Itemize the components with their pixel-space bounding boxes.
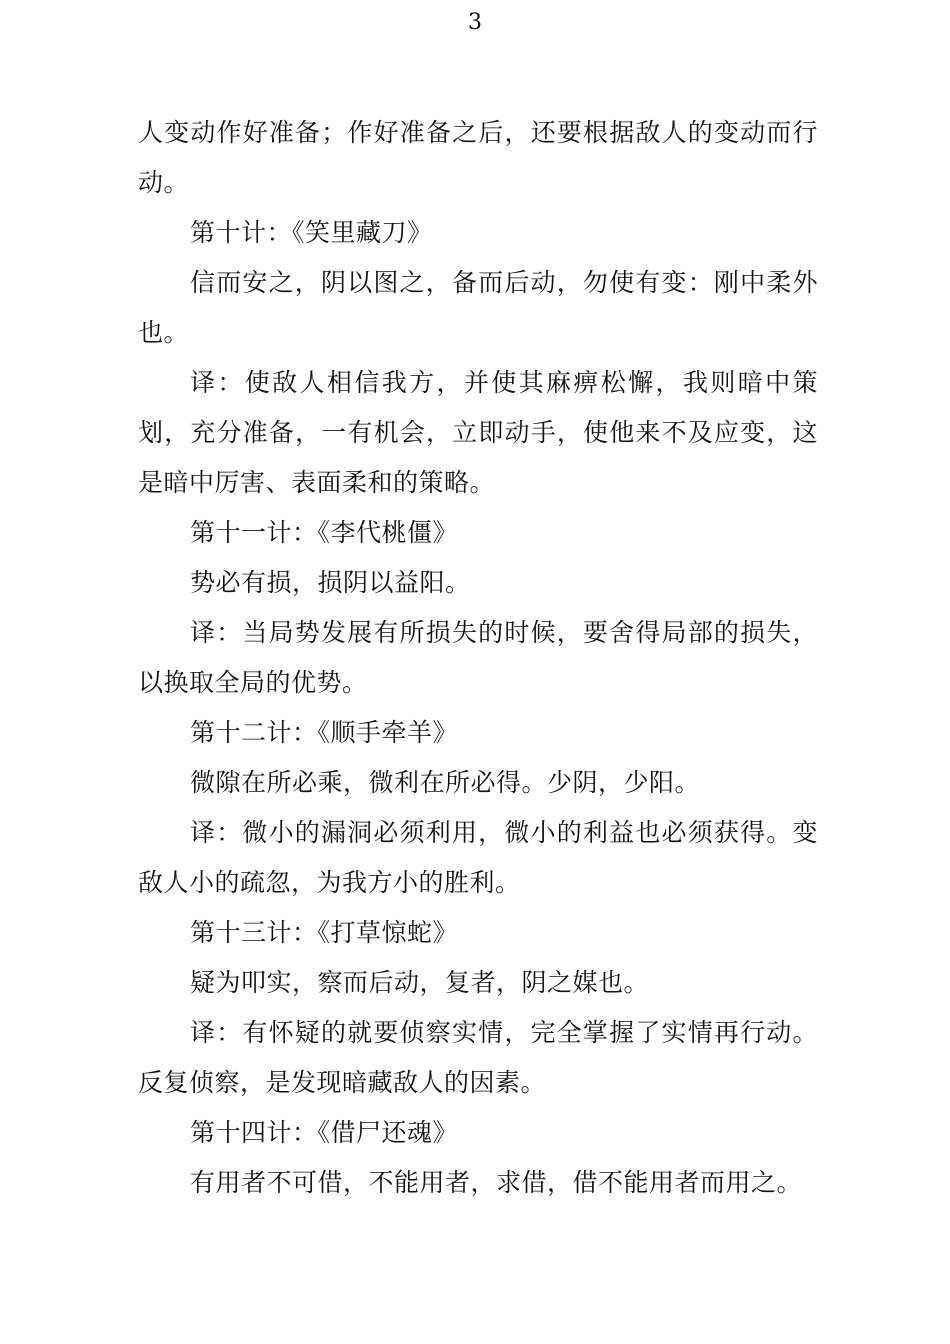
stratagem-heading-13: 第十三计：《打草惊蛇》 <box>190 918 459 947</box>
stratagem-translation-10: 译：使敌人相信我方，并使其麻痹松懈，我则暗中策划，充分准备，一有机会，立即动手，使他来不及应变，这是暗中厉害、表面柔和的策略。 <box>138 368 818 497</box>
stratagem-text-13: 疑为叩实，察而后动，复者，阴之媒也。 <box>190 968 650 997</box>
stratagem-text-11: 势必有损，损阴以益阳。 <box>190 568 471 597</box>
stratagem-translation-13: 译：有怀疑的就要侦察实情，完全掌握了实情再行动。反复侦察，是发现暗藏敌人的因素。 <box>138 1018 818 1097</box>
stratagem-text-12: 微隙在所必乘，微利在所必得。少阴，少阳。 <box>190 768 701 797</box>
stratagem-translation-12: 译：微小的漏洞必须利用，微小的利益也必须获得。变敌人小的疏忽，为我方小的胜利。 <box>138 818 818 897</box>
stratagem-text-14: 有用者不可借，不能用者，求借，借不能用者而用之。 <box>190 1168 803 1197</box>
stratagem-translation-11: 译：当局势发展有所损失的时候，要舍得局部的损失，以换取全局的优势。 <box>138 618 818 697</box>
paragraph-continuation: 人变动作好准备；作好准备之后，还要根据敌人的变动而行动。 <box>138 118 818 197</box>
stratagem-heading-10: 第十计：《笑里藏刀》 <box>190 218 433 247</box>
stratagem-heading-12: 第十二计：《顺手牵羊》 <box>190 718 459 747</box>
document-body <box>138 108 818 1208</box>
stratagem-heading-11: 第十一计：《李代桃僵》 <box>190 518 459 547</box>
stratagem-heading-14: 第十四计：《借尸还魂》 <box>190 1118 459 1147</box>
page-number: 3 <box>468 10 482 35</box>
stratagem-text-10: 信而安之，阴以图之，备而后动，勿使有变：刚中柔外也。 <box>138 268 818 347</box>
